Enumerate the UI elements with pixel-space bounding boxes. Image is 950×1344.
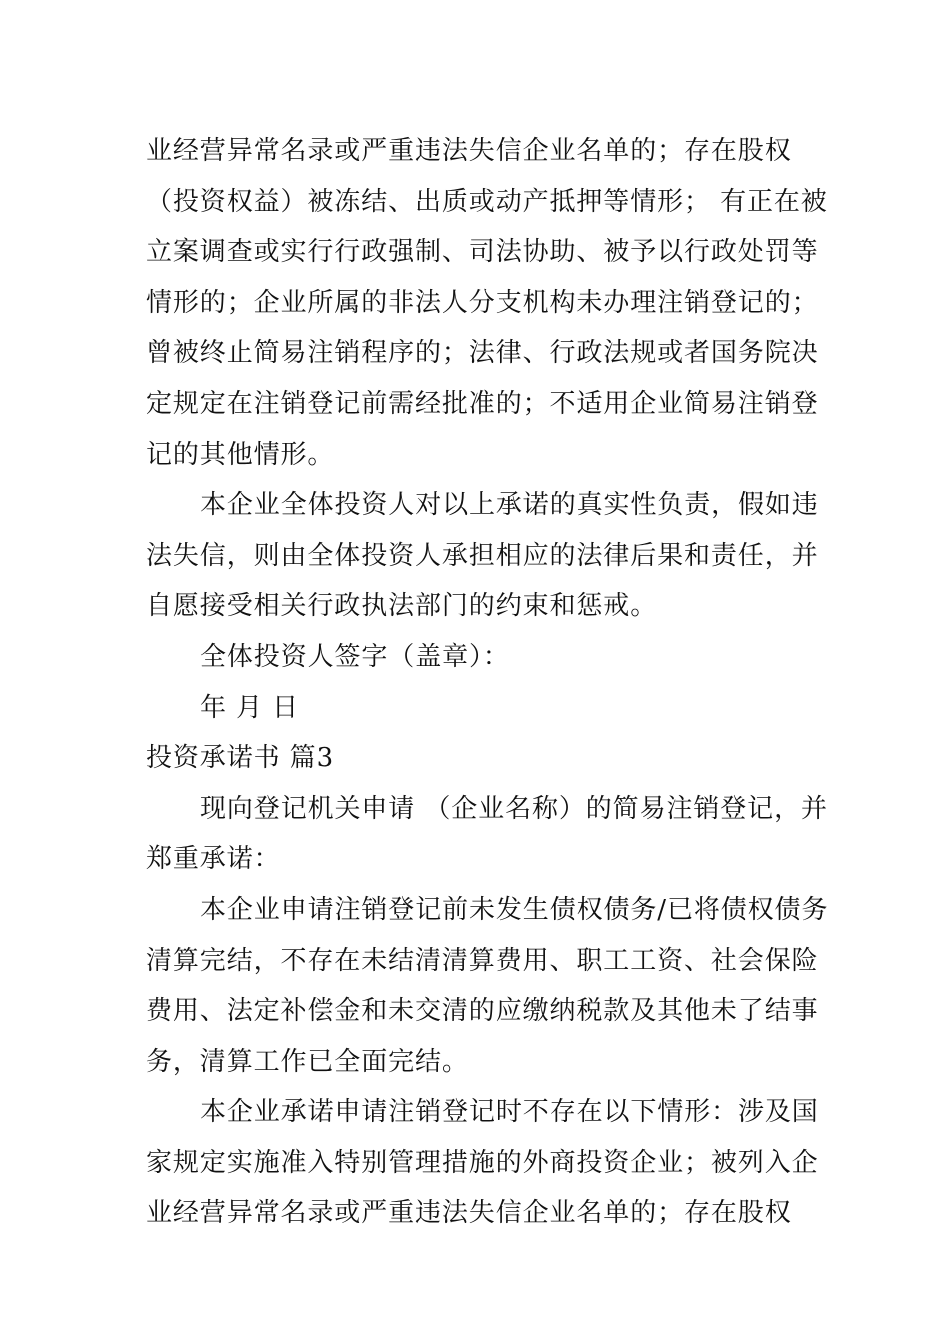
text-line: 业经营异常名录或严重违法失信企业名单的；存在股权 bbox=[146, 136, 792, 166]
text-line: 法失信，则由全体投资人承担相应的法律后果和责任，并 bbox=[146, 540, 819, 571]
text-line: 记的其他情形。 bbox=[146, 439, 335, 470]
text-line: 费用、法定补偿金和未交清的应缴纳税款及其他未了结事 bbox=[146, 996, 819, 1027]
text-line: 清算完结，不存在未结清清算费用、职工工资、社会保险 bbox=[146, 945, 819, 976]
text-line: 郑重承诺： bbox=[146, 844, 281, 875]
text-line: 业经营异常名录或严重违法失信企业名单的；存在股权 bbox=[146, 1198, 792, 1229]
document-body bbox=[146, 126, 829, 1239]
text-line: 曾被终止简易注销程序的；法律、行政法规或者国务院决 bbox=[146, 338, 819, 369]
text-line: 本企业全体投资人对以上承诺的真实性负责，假如违 bbox=[200, 490, 819, 521]
text-line: 立案调查或实行行政强制、司法协助、被予以行政处罚等 bbox=[146, 237, 819, 268]
text-line: 务，清算工作已全面完结。 bbox=[146, 1046, 469, 1077]
text-line: 本企业申请注销登记前未发生债权债务/已将债权债务 bbox=[200, 894, 829, 925]
text-line: 本企业承诺申请注销登记时不存在以下情形：涉及国 bbox=[200, 1097, 819, 1128]
section-heading: 投资承诺书 篇3 bbox=[146, 743, 335, 774]
text-line: 情形的；企业所属的非法人分支机构未办理注销登记的； bbox=[146, 287, 819, 318]
text-line: 自愿接受相关行政执法部门的约束和惩戒。 bbox=[146, 591, 658, 622]
text-line: 家规定实施准入特别管理措施的外商投资企业；被列入企 bbox=[146, 1147, 819, 1178]
text-line: 定规定在注销登记前需经批准的；不适用企业简易注销登 bbox=[146, 388, 819, 419]
text-line: 年 月 日 bbox=[200, 692, 300, 723]
text-line: 全体投资人签字（盖章）： bbox=[200, 641, 510, 672]
text-line: （投资权益）被冻结、出质或动产抵押等情形； 有正在被 bbox=[146, 186, 828, 217]
text-line: 现向登记机关申请 （企业名称）的简易注销登记，并 bbox=[200, 793, 828, 824]
